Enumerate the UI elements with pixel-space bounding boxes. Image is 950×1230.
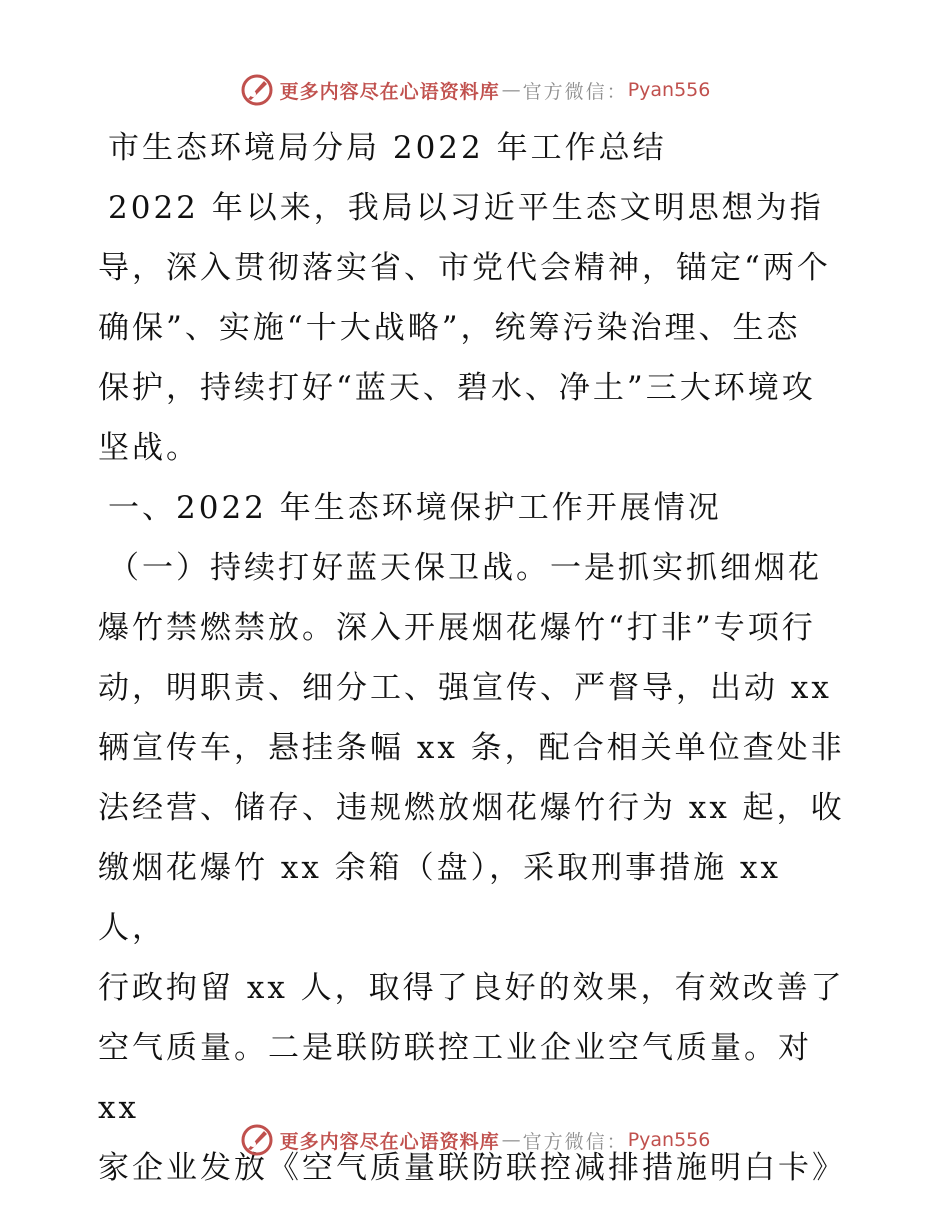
text-line: 确保”、实施“十大战略”，统筹污染治理、生态 (98, 310, 801, 346)
quill-logo-icon (240, 1123, 274, 1157)
text-line: 爆竹禁燃禁放。深入开展烟花爆竹“打非”专项行 (98, 610, 816, 646)
watermark-wechat-id: Pyan556 (627, 79, 711, 101)
watermark-wechat-id: Pyan556 (627, 1129, 711, 1151)
text-line: 动，明职责、细分工、强宣传、严督导，出动 xx (98, 670, 832, 706)
text-line: 缴烟花爆竹 xx 余箱（盘），采取刑事措施 xx 人， (98, 850, 781, 946)
watermark-label: 官方微信： (522, 1130, 628, 1153)
section-heading: 一、2022 年生态环境保护工作开展情况 (108, 490, 722, 526)
watermark-main-text: 更多内容尽在心语资料库 (279, 1130, 500, 1153)
quill-logo-icon (240, 73, 274, 107)
document-body (98, 118, 854, 1198)
watermark-header (0, 70, 950, 110)
text-line: 坚战。 (98, 430, 200, 466)
document-title: 市生态环境局分局 2022 年工作总结 (108, 130, 667, 166)
text-line: 保护，持续打好“蓝天、碧水、净土”三大环境攻 (98, 370, 816, 406)
intro-paragraph (98, 178, 854, 478)
text-line: 辆宣传车，悬挂条幅 xx 条，配合相关单位查处非 (98, 730, 845, 766)
watermark-label: 官方微信： (522, 80, 628, 103)
watermark-dash: — (501, 1129, 521, 1151)
text-line: 法经营、储存、违规燃放烟花爆竹行为 xx 起，收 (98, 790, 845, 826)
text-line: 行政拘留 xx 人，取得了良好的效果，有效改善了 (98, 970, 845, 1006)
text-line: 家企业发放《空气质量联防联控减排措施明白卡》 (98, 1150, 846, 1186)
watermark-main-text: 更多内容尽在心语资料库 (279, 80, 500, 103)
text-line: 空气质量。二是联防联控工业企业空气质量。对 xx (98, 1030, 812, 1126)
watermark-dash: — (501, 79, 521, 101)
text-line: （一）持续打好蓝天保卫战。一是抓实抓细烟花 (108, 550, 822, 586)
text-line: 2022 年以来，我局以习近平生态文明思想为指 (108, 190, 824, 226)
subsection-paragraph (98, 538, 854, 1198)
watermark-footer (0, 1120, 950, 1160)
text-line: 导，深入贯彻落实省、市党代会精神，锚定“两个 (98, 250, 831, 286)
